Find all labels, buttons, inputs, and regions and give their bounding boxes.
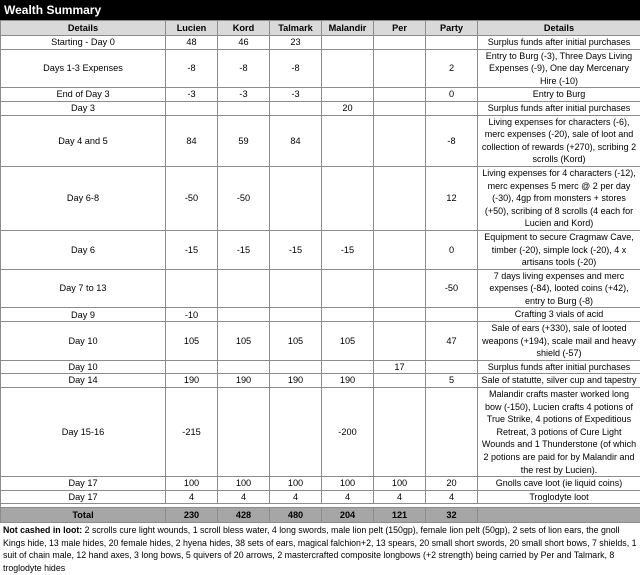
kord-value bbox=[218, 308, 270, 322]
talmark-value: 190 bbox=[270, 374, 322, 388]
lucien-value: 4 bbox=[166, 490, 218, 504]
talmark-value: 23 bbox=[270, 36, 322, 50]
row-label: Starting - Day 0 bbox=[1, 36, 166, 50]
kord-value bbox=[218, 269, 270, 308]
malandir-value bbox=[322, 115, 374, 166]
row-label: Day 7 to 13 bbox=[1, 269, 166, 308]
lucien-value: 84 bbox=[166, 115, 218, 166]
per-value bbox=[374, 49, 426, 88]
row-label: Day 9 bbox=[1, 308, 166, 322]
table-row bbox=[1, 49, 640, 88]
talmark-value: -15 bbox=[270, 230, 322, 269]
kord-value: 59 bbox=[218, 115, 270, 166]
lucien-value: 190 bbox=[166, 374, 218, 388]
malandir-value: 4 bbox=[322, 490, 374, 504]
row-details: Troglodyte loot bbox=[478, 490, 640, 504]
per-value bbox=[374, 166, 426, 230]
row-label: Day 4 and 5 bbox=[1, 115, 166, 166]
party-value: 20 bbox=[426, 477, 478, 491]
kord-value: 100 bbox=[218, 477, 270, 491]
per-value bbox=[374, 36, 426, 50]
table-row bbox=[1, 322, 640, 361]
party-value: 0 bbox=[426, 230, 478, 269]
loot-note-heading: Not cashed in loot: bbox=[3, 525, 82, 535]
malandir-value bbox=[322, 360, 374, 374]
header-details-notes: Details bbox=[478, 21, 640, 36]
lucien-value: -10 bbox=[166, 308, 218, 322]
kord-value: 105 bbox=[218, 322, 270, 361]
malandir-value bbox=[322, 308, 374, 322]
party-value: 5 bbox=[426, 374, 478, 388]
per-value bbox=[374, 308, 426, 322]
total-party: 32 bbox=[426, 508, 478, 523]
table-row bbox=[1, 230, 640, 269]
talmark-value: -3 bbox=[270, 88, 322, 102]
kord-value: -50 bbox=[218, 166, 270, 230]
talmark-value bbox=[270, 269, 322, 308]
row-details: Malandir crafts master worked long bow (-150), Lucien crafts 4 potions of True Strike, 4 potions of Expeditious Retreat, 3 potions of Cure Light Wounds and 1 Thunderstone (of which 2 potions are paid for by Malandir and the rest by Lucien). bbox=[478, 388, 640, 477]
row-label: Day 6-8 bbox=[1, 166, 166, 230]
per-value bbox=[374, 115, 426, 166]
total-details bbox=[478, 508, 640, 523]
table-row bbox=[1, 166, 640, 230]
lucien-value: 105 bbox=[166, 322, 218, 361]
lucien-value bbox=[166, 101, 218, 115]
malandir-value bbox=[322, 49, 374, 88]
row-label: Day 10 bbox=[1, 360, 166, 374]
row-details: Equipment to secure Cragmaw Cave, timber (-20), simple lock (-20), 4 x artisans tools (-20) bbox=[478, 230, 640, 269]
malandir-value: 105 bbox=[322, 322, 374, 361]
table-row bbox=[1, 101, 640, 115]
row-details: Living expenses for 4 characters (-12), merc expenses 5 merc @ 2 per day (-30), 4gp from monsters + stores (+50), scribing of 8 scrolls (4 each for Lucien and Kord) bbox=[478, 166, 640, 230]
talmark-value bbox=[270, 388, 322, 477]
talmark-value bbox=[270, 101, 322, 115]
kord-value: -8 bbox=[218, 49, 270, 88]
loot-note bbox=[0, 523, 640, 575]
per-value bbox=[374, 322, 426, 361]
party-value: -8 bbox=[426, 115, 478, 166]
total-row bbox=[1, 508, 640, 523]
table-row bbox=[1, 36, 640, 50]
talmark-value: 84 bbox=[270, 115, 322, 166]
party-value: 47 bbox=[426, 322, 478, 361]
lucien-value: -3 bbox=[166, 88, 218, 102]
row-label: End of Day 3 bbox=[1, 88, 166, 102]
party-value: 0 bbox=[426, 88, 478, 102]
lucien-value bbox=[166, 269, 218, 308]
talmark-value bbox=[270, 360, 322, 374]
row-details: Gnolls cave loot (ie liquid coins) bbox=[478, 477, 640, 491]
per-value bbox=[374, 374, 426, 388]
table-row bbox=[1, 388, 640, 477]
per-value bbox=[374, 88, 426, 102]
row-label: Day 14 bbox=[1, 374, 166, 388]
party-value: 4 bbox=[426, 490, 478, 504]
talmark-value: 100 bbox=[270, 477, 322, 491]
malandir-value bbox=[322, 88, 374, 102]
talmark-value: -8 bbox=[270, 49, 322, 88]
total-label: Total bbox=[1, 508, 166, 523]
per-value bbox=[374, 388, 426, 477]
row-label: Day 15-16 bbox=[1, 388, 166, 477]
table-row bbox=[1, 477, 640, 491]
sheet-title: Wealth Summary bbox=[0, 0, 640, 20]
total-talmark: 480 bbox=[270, 508, 322, 523]
lucien-value bbox=[166, 360, 218, 374]
talmark-value: 105 bbox=[270, 322, 322, 361]
kord-value bbox=[218, 360, 270, 374]
lucien-value: 100 bbox=[166, 477, 218, 491]
table-row bbox=[1, 308, 640, 322]
table-row bbox=[1, 374, 640, 388]
row-label: Day 10 bbox=[1, 322, 166, 361]
lucien-value: 48 bbox=[166, 36, 218, 50]
kord-value: -3 bbox=[218, 88, 270, 102]
row-details: Sale of ears (+330), sale of looted weapons (+194), scale mail and heavy shield (-57) bbox=[478, 322, 640, 361]
per-value: 4 bbox=[374, 490, 426, 504]
lucien-value: -8 bbox=[166, 49, 218, 88]
header-malandir: Malandir bbox=[322, 21, 374, 36]
header-row bbox=[1, 21, 640, 36]
wealth-table bbox=[0, 20, 640, 523]
row-details: Entry to Burg bbox=[478, 88, 640, 102]
talmark-value bbox=[270, 166, 322, 230]
malandir-value: -200 bbox=[322, 388, 374, 477]
party-value: 2 bbox=[426, 49, 478, 88]
kord-value bbox=[218, 101, 270, 115]
header-kord: Kord bbox=[218, 21, 270, 36]
header-lucien: Lucien bbox=[166, 21, 218, 36]
header-details: Details bbox=[1, 21, 166, 36]
row-label: Day 17 bbox=[1, 477, 166, 491]
total-malandir: 204 bbox=[322, 508, 374, 523]
kord-value: -15 bbox=[218, 230, 270, 269]
loot-note-text: 2 scrolls cure light wounds, 1 scroll bless water, 4 long swords, male lion pelt (150gp), female lion pelt (50gp), 2 sets of lion ears, the gnoll Kings hide, 13 male hides, 20 female hides, 2 hyena hides, 38 sets of ears, magical falchion+2, 13 spears, 20 small short swords, 20 small short bows, 7 shields, 1 suit of chain male, 12 hand axes, 3 long bows, 5 quivers of 20 arrows, 2 mastercrafted composite longbows (+2 strength) being carried by Per and Talmark, 8 troglodyte hides bbox=[3, 525, 636, 572]
malandir-value: -15 bbox=[322, 230, 374, 269]
kord-value bbox=[218, 388, 270, 477]
row-details: Entry to Burg (-3), Three Days Living Expenses (-9), One day Mercenary Hire (-10) bbox=[478, 49, 640, 88]
header-talmark: Talmark bbox=[270, 21, 322, 36]
row-label: Day 6 bbox=[1, 230, 166, 269]
total-per: 121 bbox=[374, 508, 426, 523]
table-row bbox=[1, 88, 640, 102]
row-details: Living expenses for characters (-6), merc expenses (-20), sale of loot and collection of rewards (+270), scribing 2 scrolls (Kord) bbox=[478, 115, 640, 166]
party-value: -50 bbox=[426, 269, 478, 308]
row-label: Day 3 bbox=[1, 101, 166, 115]
malandir-value: 190 bbox=[322, 374, 374, 388]
row-details: Surplus funds after initial purchases bbox=[478, 360, 640, 374]
talmark-value: 4 bbox=[270, 490, 322, 504]
row-label: Days 1-3 Expenses bbox=[1, 49, 166, 88]
per-value bbox=[374, 101, 426, 115]
table-row bbox=[1, 269, 640, 308]
row-details: Crafting 3 vials of acid bbox=[478, 308, 640, 322]
party-value bbox=[426, 360, 478, 374]
malandir-value bbox=[322, 269, 374, 308]
total-lucien: 230 bbox=[166, 508, 218, 523]
per-value bbox=[374, 230, 426, 269]
table-row bbox=[1, 490, 640, 504]
row-label: Day 17 bbox=[1, 490, 166, 504]
lucien-value: -15 bbox=[166, 230, 218, 269]
total-kord: 428 bbox=[218, 508, 270, 523]
kord-value: 46 bbox=[218, 36, 270, 50]
party-value bbox=[426, 308, 478, 322]
row-details: Surplus funds after initial purchases bbox=[478, 101, 640, 115]
malandir-value bbox=[322, 36, 374, 50]
row-details: 7 days living expenses and merc expenses (-84), looted coins (+42), entry to Burg (-8) bbox=[478, 269, 640, 308]
per-value: 17 bbox=[374, 360, 426, 374]
malandir-value: 20 bbox=[322, 101, 374, 115]
party-value: 12 bbox=[426, 166, 478, 230]
party-value bbox=[426, 388, 478, 477]
table-row bbox=[1, 115, 640, 166]
table-row bbox=[1, 360, 640, 374]
talmark-value bbox=[270, 308, 322, 322]
lucien-value: -215 bbox=[166, 388, 218, 477]
row-details: Surplus funds after initial purchases bbox=[478, 36, 640, 50]
party-value bbox=[426, 36, 478, 50]
malandir-value bbox=[322, 166, 374, 230]
per-value bbox=[374, 269, 426, 308]
malandir-value: 100 bbox=[322, 477, 374, 491]
row-details: Sale of statutte, silver cup and tapestry bbox=[478, 374, 640, 388]
header-per: Per bbox=[374, 21, 426, 36]
per-value: 100 bbox=[374, 477, 426, 491]
party-value bbox=[426, 101, 478, 115]
kord-value: 190 bbox=[218, 374, 270, 388]
header-party: Party bbox=[426, 21, 478, 36]
lucien-value: -50 bbox=[166, 166, 218, 230]
kord-value: 4 bbox=[218, 490, 270, 504]
